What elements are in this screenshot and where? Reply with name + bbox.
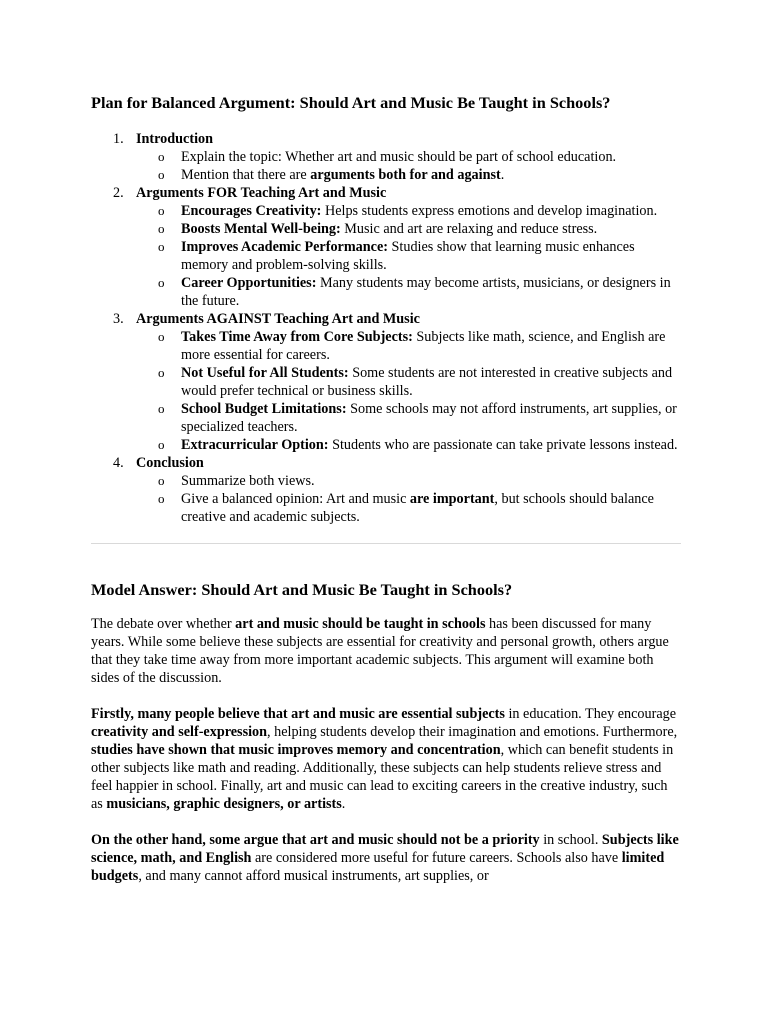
text-run: in education. They encourage	[504, 706, 677, 722]
plan-title: Plan for Balanced Argument: Should Art and Music Be Taught in Schools?	[91, 93, 611, 112]
text-run: , which can benefit students in other subjects like math and reading. Additionally, these subjects can help students relieve stress and feel happier in school. Finally, art and music can lead to exciting careers in the creative industry, such as	[91, 742, 674, 812]
list-item	[136, 166, 681, 184]
bold-text: Firstly, many people believe that art and music are essential subjects	[91, 706, 505, 722]
plan-section	[91, 130, 681, 184]
text-run: The debate over whether	[91, 616, 236, 632]
bold-text: arguments both for and against	[310, 167, 501, 183]
bold-text: Encourages Creativity:	[181, 203, 322, 219]
bold-text: Not Useful for All Students:	[181, 365, 349, 381]
list-item	[136, 220, 681, 238]
bullet-marker: o	[158, 401, 165, 416]
list-item	[136, 436, 681, 454]
section-items-list	[136, 148, 681, 184]
text-run: Some schools may not afford instruments, art supplies, or specialized teachers.	[181, 401, 677, 435]
bold-text: On the other hand, some argue that art and music should not be a priority	[91, 832, 540, 848]
bullet-marker: o	[158, 491, 165, 506]
bold-text: Improves Academic Performance:	[181, 239, 388, 255]
text-run: Explain the topic: Whether art and music should be part of school education.	[181, 149, 617, 165]
bold-text: are important	[409, 491, 495, 507]
section-items-list	[136, 328, 681, 454]
text-run: .	[500, 167, 505, 183]
list-item	[136, 148, 681, 166]
bullet-marker: o	[158, 203, 165, 218]
text-run: Studies show that learning music enhances memory and problem-solving skills.	[181, 239, 635, 273]
section-divider	[91, 543, 681, 544]
list-item	[136, 364, 681, 400]
list-item	[136, 400, 681, 436]
section-items-list	[136, 202, 681, 310]
list-item	[136, 328, 681, 364]
text-run: Music and art are relaxing and reduce stress.	[340, 221, 598, 237]
text-run: Summarize both views.	[181, 473, 315, 489]
bold-text: art and music should be taught in schools	[235, 616, 486, 632]
text-run: Helps students express emotions and develop imagination.	[321, 203, 658, 219]
model-answer-body	[91, 615, 681, 885]
section-number: 4.	[113, 455, 124, 471]
section-items-list	[136, 472, 681, 526]
bullet-marker: o	[158, 275, 165, 290]
plan-section	[91, 184, 681, 310]
text-run: .	[341, 796, 346, 812]
section-title: Introduction	[136, 131, 213, 147]
model-answer-title: Model Answer: Should Art and Music Be Taught in Schools?	[91, 580, 513, 599]
text-run: , helping students develop their imagination and emotions. Furthermore,	[267, 724, 678, 740]
bold-text: School Budget Limitations:	[181, 401, 347, 417]
bullet-marker: o	[158, 149, 165, 164]
text-run: Mention that there are	[181, 167, 311, 183]
bold-text: Career Opportunities:	[181, 275, 317, 291]
bold-text: creativity and self-expression	[91, 724, 268, 740]
text-run: Students who are passionate can take private lessons instead.	[328, 437, 678, 453]
plan-outline-list	[91, 130, 681, 526]
bullet-marker: o	[158, 167, 165, 182]
section-number: 1.	[113, 131, 124, 147]
section-title: Conclusion	[136, 455, 204, 471]
text-run: Some students are not interested in creative subjects and would prefer technical or business skills.	[181, 365, 673, 399]
text-run: , and many cannot afford musical instruments, art supplies, or	[138, 868, 489, 884]
text-run: has been discussed for many years. While some believe these subjects are essential for creativity and personal growth, others argue that they take time away from more important academic subjects. This argument will examine both sides of the discussion.	[91, 616, 669, 686]
section-number: 2.	[113, 185, 124, 201]
bullet-marker: o	[158, 473, 165, 488]
text-run: Many students may become artists, musicians, or designers in the future.	[181, 275, 671, 309]
bullet-marker: o	[158, 365, 165, 380]
bold-text: Boosts Mental Well-being:	[181, 221, 341, 237]
document-content	[91, 92, 681, 903]
list-item	[136, 238, 681, 274]
body-paragraph	[91, 831, 681, 885]
bullet-marker: o	[158, 437, 165, 452]
text-run: are considered more useful for future careers. Schools also have	[251, 850, 622, 866]
plan-section	[91, 310, 681, 454]
bold-text: Takes Time Away from Core Subjects:	[181, 329, 413, 345]
list-item	[136, 274, 681, 310]
bullet-marker: o	[158, 221, 165, 236]
bold-text: studies have shown that music improves memory and concentration	[91, 742, 501, 758]
text-run: Subjects like math, science, and English are more essential for careers.	[181, 329, 666, 363]
bold-text: musicians, graphic designers, or artists	[106, 796, 342, 812]
bullet-marker: o	[158, 329, 165, 344]
body-paragraph	[91, 705, 681, 813]
list-item	[136, 202, 681, 220]
bold-text: limited budgets	[91, 850, 665, 884]
bold-text: Extracurricular Option:	[181, 437, 329, 453]
body-paragraph	[91, 615, 681, 687]
text-run: Give a balanced opinion: Art and music	[181, 491, 410, 507]
list-item	[136, 472, 681, 490]
text-run: , but schools should balance creative and academic subjects.	[181, 491, 654, 525]
bullet-marker: o	[158, 239, 165, 254]
section-title: Arguments AGAINST Teaching Art and Music	[136, 311, 420, 327]
list-item	[136, 490, 681, 526]
text-run: in school.	[539, 832, 602, 848]
section-title: Arguments FOR Teaching Art and Music	[136, 185, 387, 201]
plan-section	[91, 454, 681, 526]
section-number: 3.	[113, 311, 124, 327]
bold-text: Subjects like science, math, and English	[91, 832, 679, 866]
